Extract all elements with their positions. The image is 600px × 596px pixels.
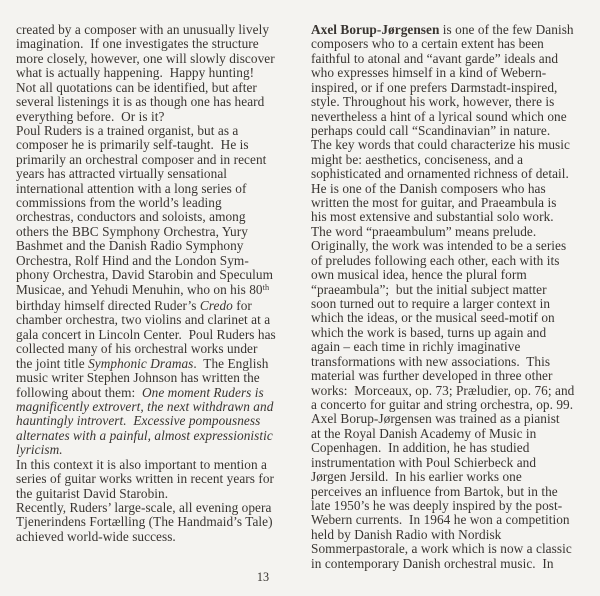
text-line (311, 37, 596, 51)
text-segment: Jørgen Jersild. In his earlier works one (311, 469, 522, 485)
text-line (311, 441, 596, 455)
text-segment: everything before. Or is it? (16, 108, 165, 124)
text-segment: phony Orchestra, David Starobin and Speculum (16, 267, 274, 283)
text-line (16, 225, 304, 239)
text-line (16, 342, 304, 356)
text-segment: “praeambula”; but the initial subject matter (311, 281, 547, 297)
text-segment: Not all quotations can be identified, but after (16, 79, 257, 95)
text-segment: magnificently extrovert, the next withdrawn and (16, 398, 274, 414)
text-segment: the guitarist David Starobin. (16, 485, 169, 501)
text-segment: of preludes following each other, each with its (311, 252, 560, 268)
text-line (311, 355, 596, 369)
text-segment: He is one of the Danish composers who has (311, 180, 546, 196)
right-column (311, 23, 596, 571)
text-segment: following about them: (16, 384, 142, 400)
text-segment: others the BBC Symphony Orchestra, Yury (16, 223, 248, 239)
text-line (311, 557, 596, 571)
text-line (311, 138, 596, 152)
text-segment: Axel Borup-Jørgensen (311, 22, 440, 37)
text-segment: Copenhagen. In addition, he has studied (311, 440, 530, 456)
text-segment: Symphonic Dramas (88, 355, 194, 371)
text-segment: late 1950’s he was deeply inspired by the post- (311, 497, 563, 513)
text-segment: commissions from the world’s leading (16, 195, 222, 211)
page-number: 13 (256, 570, 270, 584)
text-segment: years has attracted virtually sensational (16, 166, 228, 182)
text-segment: Webern currents. In 1964 he won a competition (311, 512, 570, 528)
text-line (16, 138, 304, 152)
text-segment: for (232, 298, 252, 314)
text-segment: held by Danish Radio with Nordisk (311, 526, 502, 542)
text-line (16, 81, 304, 95)
text-segment: The word “praeambulum” means prelude. (311, 223, 537, 239)
text-line (16, 530, 304, 544)
text-line (311, 427, 596, 441)
text-segment: achieved world-wide success. (16, 528, 176, 544)
text-segment: composer he is primarily self-taught. He is (16, 137, 249, 153)
text-line (16, 386, 304, 400)
text-segment: who expresses himself in a kind of Webern- (311, 65, 547, 81)
text-line (16, 472, 304, 486)
text-segment: style. Throughout his work, however, there is (311, 94, 555, 110)
text-segment: collected many of his orchestral works under (16, 341, 258, 357)
text-line (311, 268, 596, 282)
text-segment: alternates with a painful, almost expressionistic (16, 427, 273, 443)
text-segment: sophisticated and ornamented richness of detail. (311, 166, 569, 182)
text-segment: th (262, 282, 270, 292)
text-segment: more closely, however, one will slowly discover (16, 50, 275, 66)
text-segment: own musical idea, hence the plural form (311, 267, 527, 283)
text-line (16, 515, 304, 529)
text-segment: imagination. If one investigates the structure (16, 36, 259, 52)
text-line (311, 542, 596, 556)
text-line (16, 414, 304, 428)
text-segment: primarily an orchestral composer and in recent (16, 151, 267, 167)
text-line (311, 283, 596, 297)
text-line (311, 340, 596, 354)
text-segment: Recently, Ruders’ large-scale, all evening opera (16, 499, 272, 515)
text-segment: works: Morceaux, op. 73; Præludier, op. 76; and (311, 382, 575, 398)
text-line (16, 239, 304, 253)
text-segment: inspired, or if one prefers Darmstadt-inspired, (311, 79, 558, 95)
text-line (311, 81, 596, 95)
text-segment: Axel Borup-Jørgensen was trained as a pianist (311, 411, 560, 427)
text-line (311, 311, 596, 325)
text-line (16, 95, 304, 109)
text-line (16, 268, 304, 282)
text-segment: Poul Ruders is a trained organist, but as a (16, 122, 239, 138)
text-line (16, 400, 304, 414)
text-segment: orchestras, conductors and soloists, among (16, 209, 246, 225)
text-segment: instrumentation with Poul Schierbeck and (311, 454, 537, 470)
text-segment: a concerto for guitar and string orchestra, op. 99. (311, 396, 574, 412)
text-segment: in contemporary Danish orchestral music. In (311, 555, 554, 571)
text-line (311, 182, 596, 196)
text-line (311, 398, 596, 412)
text-line (311, 456, 596, 470)
text-segment: international attention with a long series of (16, 180, 247, 196)
text-line (311, 470, 596, 484)
text-line (311, 326, 596, 340)
text-segment: Musicae, and Yehudi Menuhin, who on his 80 (16, 281, 263, 297)
text-line (16, 167, 304, 181)
text-line (311, 210, 596, 224)
text-line (311, 225, 596, 239)
text-segment: lyricism. (16, 442, 63, 458)
text-line (311, 384, 596, 398)
text-segment: . The English (193, 355, 269, 371)
text-line (16, 443, 304, 457)
text-segment: faithful to atonal and “avant garde” ideals and (311, 50, 559, 66)
text-segment: soon turned out to require a larger context in (311, 296, 551, 312)
text-line (311, 95, 596, 109)
text-segment: In this context it is also important to mention a (16, 456, 267, 472)
text-line (311, 23, 596, 37)
text-segment: The key words that could characterize his music (311, 137, 570, 153)
text-line (16, 501, 304, 515)
text-line (16, 371, 304, 385)
text-line (16, 458, 304, 472)
text-line (311, 297, 596, 311)
text-line (16, 66, 304, 80)
text-segment: at the Royal Danish Academy of Music in (311, 425, 537, 441)
text-segment: chamber orchestra, two violins and clarinet at a (16, 312, 271, 328)
text-line (311, 52, 596, 66)
text-segment: perceives an influence from Bartok, but in the (311, 483, 558, 499)
text-line (16, 196, 304, 210)
text-line (311, 528, 596, 542)
text-segment: Tjenerindens Fortælling (The Handmaid’s Tale) (16, 514, 273, 530)
text-line (16, 429, 304, 443)
text-line (16, 299, 304, 313)
text-segment: might be: aesthetics, conciseness, and a (311, 151, 524, 167)
text-line (311, 196, 596, 210)
text-segment: his most extensive and substantial solo work. (311, 209, 554, 225)
text-segment: transformations with new associations. This (311, 353, 551, 369)
text-line (311, 66, 596, 80)
text-segment: the joint title (16, 355, 89, 371)
text-segment: created by a composer with an unusually lively (16, 22, 270, 37)
text-line (16, 283, 304, 299)
text-line (16, 357, 304, 371)
text-line (16, 37, 304, 51)
text-segment: Orchestra, Rolf Hind and the London Sym- (16, 252, 249, 268)
text-segment: series of guitar works written in recent years for (16, 471, 275, 487)
text-line (16, 110, 304, 124)
text-line (311, 124, 596, 138)
text-segment: composers who to a certain extent has been (311, 36, 544, 52)
text-line (16, 124, 304, 138)
text-segment: Credo (199, 298, 233, 314)
text-segment: material was further developed in three other (311, 368, 553, 384)
text-line (311, 167, 596, 181)
text-line (311, 239, 596, 253)
text-segment: which the work is based, turns up again and (311, 324, 547, 340)
text-segment: Originally, the work was intended to be a series (311, 238, 567, 254)
text-line (311, 513, 596, 527)
text-line (311, 412, 596, 426)
text-line (16, 313, 304, 327)
text-segment: gala concert in Lincoln Center. Poul Ruders has (16, 326, 276, 342)
text-segment: music writer Stephen Johnson has written the (16, 370, 260, 386)
text-line (16, 254, 304, 268)
text-segment: written the most for guitar, and Praeambula is (311, 195, 557, 211)
text-line (311, 369, 596, 383)
text-line (16, 182, 304, 196)
text-line (311, 254, 596, 268)
text-line (311, 110, 596, 124)
text-segment: which the ideas, or the musical seed-motif on (311, 310, 555, 326)
text-segment: again – each time in richly imaginative (311, 339, 521, 355)
text-line (16, 210, 304, 224)
text-segment: hauntingly introvert. Excessive pompousness (16, 413, 261, 429)
text-segment: is one of the few Danish (439, 22, 574, 37)
text-line (16, 52, 304, 66)
text-line (311, 485, 596, 499)
text-line (311, 153, 596, 167)
text-segment: nevertheless a hint of a lyrical sound which one (311, 108, 567, 124)
text-segment: what is actually happening. Happy hunting! (16, 65, 255, 81)
text-line (16, 328, 304, 342)
left-column (16, 23, 304, 544)
text-line (16, 153, 304, 167)
text-line (311, 499, 596, 513)
text-segment: Sommerpastorale, a work which is now a classic (311, 541, 572, 557)
text-segment: One moment Ruders is (141, 384, 264, 400)
text-segment: perhaps could call “Scandinavian” in nature. (311, 122, 551, 138)
text-segment: Bashmet and the Danish Radio Symphony (16, 238, 244, 254)
text-line (16, 23, 304, 37)
text-line (16, 487, 304, 501)
text-segment: birthday himself directed Ruder’s (16, 298, 200, 314)
text-segment: several listenings it is as though one has heard (16, 94, 265, 110)
